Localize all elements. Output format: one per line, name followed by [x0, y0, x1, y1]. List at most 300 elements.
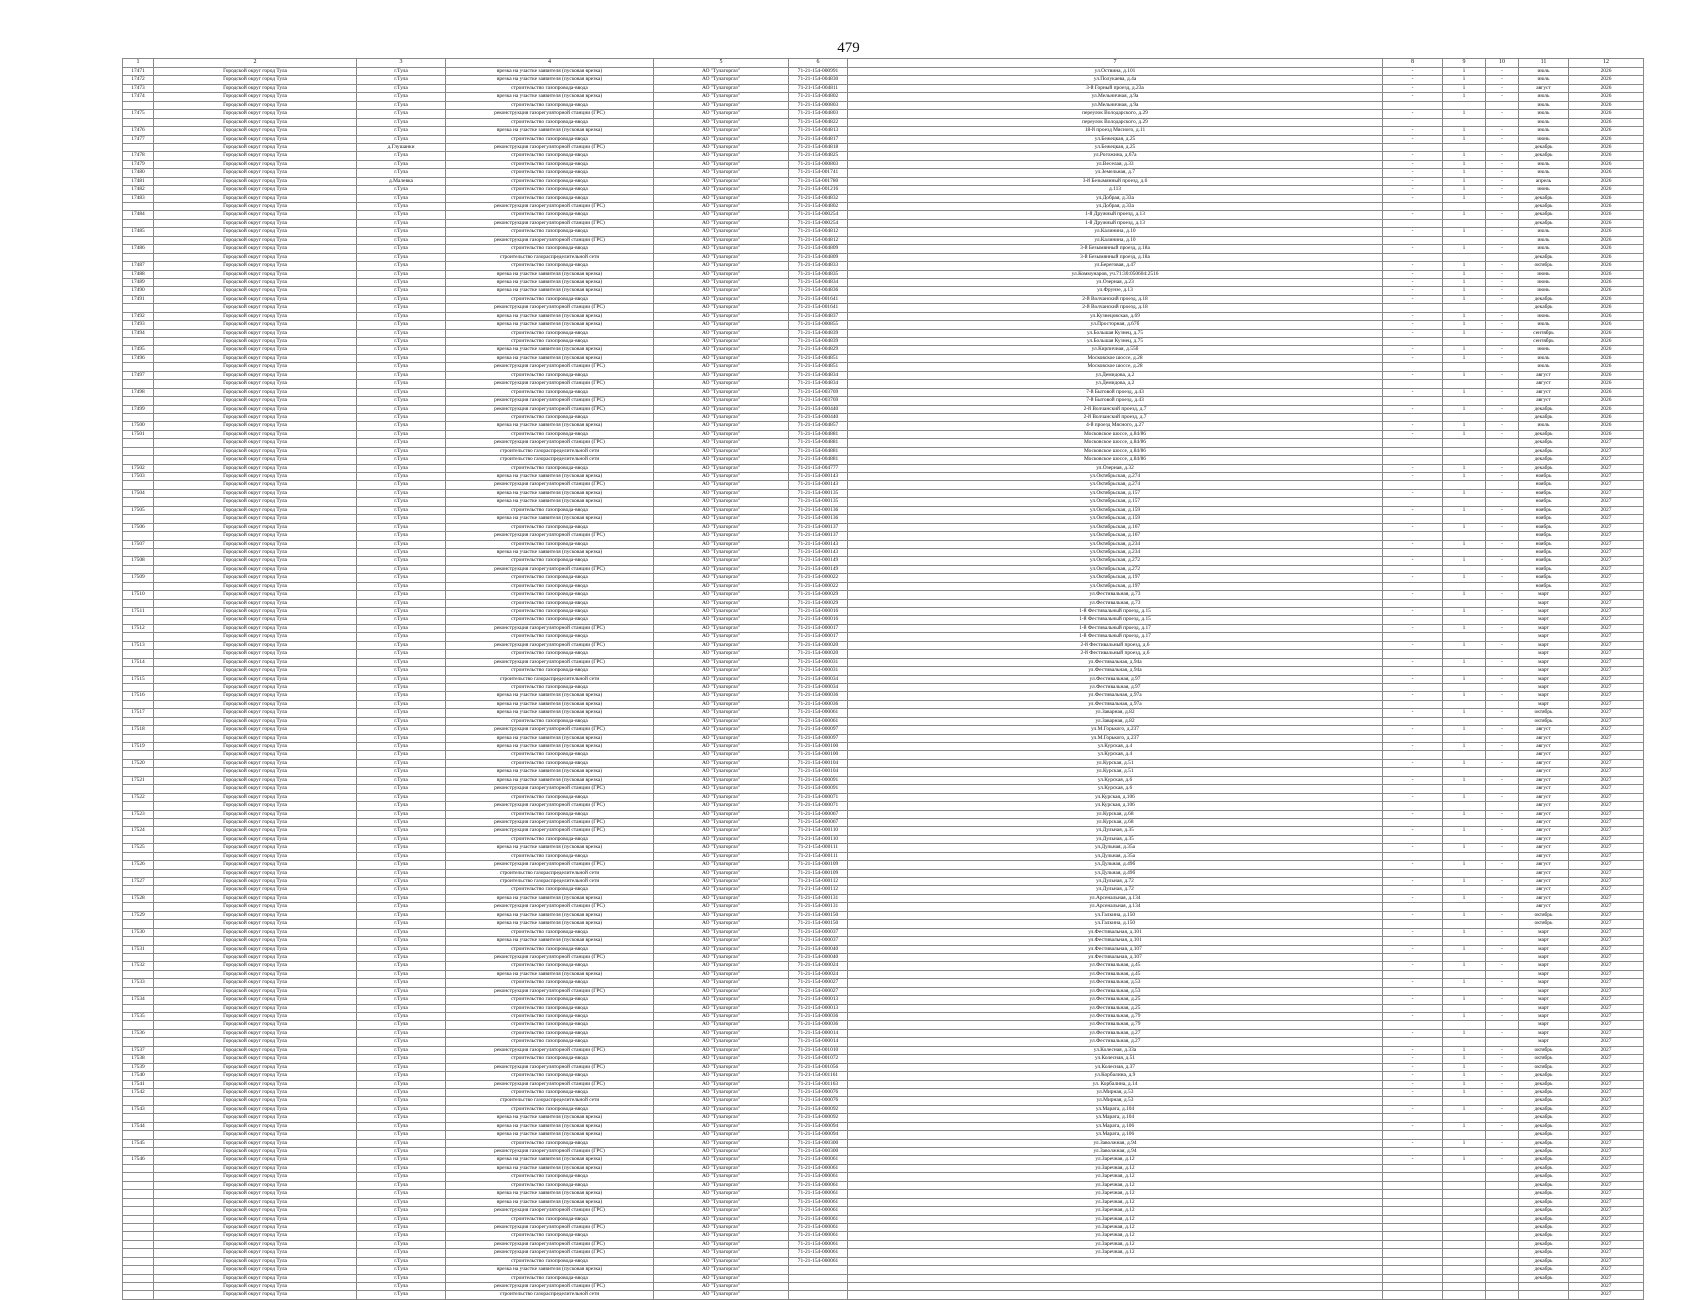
table-cell [848, 1274, 1383, 1282]
table-cell [1486, 650, 1519, 658]
table-cell: г.Тула [357, 194, 446, 202]
table-cell: 71-21-154-000143 [789, 473, 848, 481]
table-cell: Городской округ город Тула [154, 903, 357, 911]
table-cell [123, 413, 154, 421]
table-cell: ул.Курская, д.4 [848, 743, 1383, 751]
table-cell [1383, 1291, 1443, 1299]
table-cell: Городской округ город Тула [154, 574, 357, 582]
table-cell: строительство газопровода-ввода [446, 1029, 654, 1037]
table-cell: ноябрь [1519, 498, 1569, 506]
table-cell: 71-21-154-001163 [789, 1080, 848, 1088]
table-cell [123, 1223, 154, 1231]
table-cell: г.Тула [357, 692, 446, 700]
table-cell: АО "Тулагоргаз" [654, 1046, 789, 1054]
table-cell: 1 [1443, 186, 1486, 194]
table-cell [1486, 953, 1519, 961]
table-cell: Городской округ город Тула [154, 1114, 357, 1122]
table-cell: 71-21-154-000016 [789, 608, 848, 616]
table-cell: г.Тула [357, 624, 446, 632]
table-cell: 2026 [1569, 354, 1644, 362]
table-cell: 71-21-154-000803 [789, 160, 848, 168]
table-cell: АО "Тулагоргаз" [654, 506, 789, 514]
table-cell: АО "Тулагоргаз" [654, 363, 789, 371]
table-cell: Городской округ город Тула [154, 287, 357, 295]
table-cell: 71-21-154-000300 [789, 1139, 848, 1147]
table-cell: 71-21-154-000061 [789, 1207, 848, 1215]
table-cell [1443, 1181, 1486, 1189]
table-cell: декабрь [1519, 304, 1569, 312]
table-cell: реконструкция газорегуляторной станции (ГРС) [446, 953, 654, 961]
table-cell: Городской округ город Тула [154, 245, 357, 253]
table-cell: 1 [1443, 84, 1486, 92]
table-cell: 2027 [1569, 869, 1644, 877]
table-cell: 71-21-154-000061 [789, 1249, 848, 1257]
table-cell [1383, 203, 1443, 211]
table-cell: 1 [1443, 574, 1486, 582]
table-cell: декабрь [1519, 143, 1569, 151]
table-row [123, 894, 1644, 902]
table-cell [1443, 852, 1486, 860]
table-cell: ул.Марата, д.106 [848, 1122, 1383, 1130]
table-cell: строительство газопровода-ввода [446, 245, 654, 253]
table-cell: АО "Тулагоргаз" [654, 1190, 789, 1198]
table-cell: строительство газопровода-ввода [446, 608, 654, 616]
table-row [123, 1291, 1644, 1299]
table-cell: реконструкция газорегуляторной станции (ГРС) [446, 481, 654, 489]
table-row [123, 177, 1644, 185]
table-row [123, 186, 1644, 194]
table-cell [1443, 987, 1486, 995]
table-cell: АО "Тулагоргаз" [654, 1291, 789, 1299]
table-cell: июль [1519, 422, 1569, 430]
table-cell: ул.Фестивальная, д.45 [848, 962, 1383, 970]
table-cell: 17489 [123, 278, 154, 286]
table-cell: 2026 [1569, 228, 1644, 236]
table-cell: 71-21-154-000092 [789, 1105, 848, 1113]
table-cell: 71-21-154-000034 [789, 675, 848, 683]
table-cell: - [1486, 1139, 1519, 1147]
table-cell: март [1519, 987, 1569, 995]
table-cell: реконструкция газорегуляторной станции (ГРС) [446, 380, 654, 388]
table-cell: ул.Мельничная, д.9а [848, 101, 1383, 109]
table-cell: - [1486, 793, 1519, 801]
table-cell: 2027 [1569, 1131, 1644, 1139]
table-row [123, 835, 1644, 843]
table-body [123, 68, 1644, 1300]
table-cell [123, 338, 154, 346]
table-cell: Городской округ город Тула [154, 1291, 357, 1299]
table-cell: - [1383, 489, 1443, 497]
table-cell [1443, 633, 1486, 641]
table-cell: Городской округ город Тула [154, 1173, 357, 1181]
table-cell: ул.Фестивальная, д.107 [848, 953, 1383, 961]
table-cell: 71-21-154-000855 [789, 321, 848, 329]
table-cell: АО "Тулагоргаз" [654, 68, 789, 76]
table-cell: строительство газораспределительной сети [446, 1097, 654, 1105]
table-cell: 1 [1443, 422, 1486, 430]
table-cell: г.Тула [357, 1291, 446, 1299]
table-cell: врезка на участке заявителя (пусковая врезка) [446, 970, 654, 978]
table-cell: АО "Тулагоргаз" [654, 447, 789, 455]
table-row [123, 1240, 1644, 1248]
table-cell [123, 1274, 154, 1282]
table-row [123, 278, 1644, 286]
table-cell: г.Тула [357, 557, 446, 565]
table-cell: ул.Колесная, д.33а [848, 1046, 1383, 1054]
table-cell: 2-й Фестивальный проезд, д.6 [848, 641, 1383, 649]
table-cell: г.Тула [357, 743, 446, 751]
table-cell: реконструкция газорегуляторной станции (ГРС) [446, 532, 654, 540]
table-cell [1443, 1257, 1486, 1265]
table-cell: Московское шоссе, д.84/86 [848, 430, 1383, 438]
table-cell: г.Тула [357, 987, 446, 995]
table-cell [1383, 987, 1443, 995]
table-cell: 71-21-154-000029 [789, 599, 848, 607]
table-cell [123, 717, 154, 725]
table-cell [789, 1283, 848, 1291]
table-cell: г.Тула [357, 886, 446, 894]
table-cell [1383, 253, 1443, 261]
table-cell: АО "Тулагоргаз" [654, 422, 789, 430]
table-cell [1486, 1215, 1519, 1223]
table-cell: строительство газопровода-ввода [446, 852, 654, 860]
table-cell: АО "Тулагоргаз" [654, 743, 789, 751]
table-cell: - [1383, 979, 1443, 987]
table-row [123, 878, 1644, 886]
table-cell: 71-21-154-000149 [789, 565, 848, 573]
table-cell: Городской округ город Тула [154, 1198, 357, 1206]
table-cell: Городской округ город Тула [154, 363, 357, 371]
table-cell: Городской округ город Тула [154, 397, 357, 405]
table-cell [1443, 456, 1486, 464]
table-cell: 71-21-154-000031 [789, 667, 848, 675]
table-row [123, 1164, 1644, 1172]
table-cell: АО "Тулагоргаз" [654, 751, 789, 759]
table-cell: строительство газопровода-ввода [446, 582, 654, 590]
table-row [123, 312, 1644, 320]
table-cell: сентябрь [1519, 338, 1569, 346]
table-cell: Городской округ город Тула [154, 321, 357, 329]
table-cell [123, 481, 154, 489]
table-cell [123, 1173, 154, 1181]
table-cell [1486, 633, 1519, 641]
table-cell [1486, 1232, 1519, 1240]
table-cell: реконструкция газорегуляторной станции (ГРС) [446, 110, 654, 118]
table-cell: г.Тула [357, 709, 446, 717]
table-cell: Городской округ город Тула [154, 1055, 357, 1063]
table-cell: - [1383, 641, 1443, 649]
table-cell: АО "Тулагоргаз" [654, 1148, 789, 1156]
table-cell: - [1383, 127, 1443, 135]
table-row [123, 683, 1644, 691]
table-cell: 2026 [1569, 76, 1644, 84]
table-cell: строительство газопровода-ввода [446, 413, 654, 421]
table-cell: ул.Фестивальная, д.27 [848, 1029, 1383, 1037]
table-cell: 17490 [123, 287, 154, 295]
table-row [123, 447, 1644, 455]
table-cell: 17494 [123, 329, 154, 337]
table-cell: г.Тула [357, 422, 446, 430]
table-cell: Городской округ город Тула [154, 270, 357, 278]
table-cell: 17524 [123, 827, 154, 835]
table-cell: ул.Большая Кузнец, д.75 [848, 338, 1383, 346]
table-cell [1486, 1173, 1519, 1181]
table-cell: - [1486, 641, 1519, 649]
table-cell: ул.Дульная, д.35 [848, 827, 1383, 835]
table-cell: Городской округ город Тула [154, 143, 357, 151]
table-cell: ноябрь [1519, 548, 1569, 556]
table-cell: г.Тула [357, 641, 446, 649]
table-cell: АО "Тулагоргаз" [654, 253, 789, 261]
table-cell: 71-21-154-000094 [789, 1131, 848, 1139]
table-cell: 71-21-154-004857 [789, 422, 848, 430]
table-cell: АО "Тулагоргаз" [654, 616, 789, 624]
table-cell: ул.Демидова, д.2 [848, 380, 1383, 388]
table-row [123, 295, 1644, 303]
table-cell: март [1519, 624, 1569, 632]
table-cell: ул.Курская, д.68 [848, 810, 1383, 818]
table-cell: - [1383, 759, 1443, 767]
table-cell [1486, 118, 1519, 126]
table-cell: 71-21-154-003769 [789, 388, 848, 396]
table-cell: врезка на участке заявителя (пусковая врезка) [446, 346, 654, 354]
table-cell: август [1519, 878, 1569, 886]
table-cell [1443, 683, 1486, 691]
table-cell [123, 734, 154, 742]
table-cell: ул.Октябрьская, д.197 [848, 582, 1383, 590]
table-cell: - [1383, 878, 1443, 886]
table-cell: - [1383, 287, 1443, 295]
table-cell: ул.Октябрьская, д.274 [848, 481, 1383, 489]
table-cell: 71-21-154-004881 [789, 430, 848, 438]
table-cell [1383, 1215, 1443, 1223]
table-cell: 2026 [1569, 143, 1644, 151]
table-cell: 17491 [123, 295, 154, 303]
table-cell: Городской округ город Тула [154, 1257, 357, 1265]
table-row [123, 84, 1644, 92]
table-cell: март [1519, 945, 1569, 953]
table-cell: ул.Бежецкая, д.25 [848, 143, 1383, 151]
table-cell [1383, 363, 1443, 371]
table-cell [1383, 768, 1443, 776]
table-cell: 71-21-154-000022 [789, 574, 848, 582]
table-cell [1383, 413, 1443, 421]
table-cell: март [1519, 970, 1569, 978]
table-cell [1383, 236, 1443, 244]
table-cell [1443, 667, 1486, 675]
table-cell: г.Тула [357, 1046, 446, 1054]
table-cell [1486, 236, 1519, 244]
table-cell [123, 869, 154, 877]
table-cell: г.Тула [357, 93, 446, 101]
table-cell [123, 1198, 154, 1206]
table-cell: Городской округ город Тула [154, 380, 357, 388]
table-cell [1383, 1283, 1443, 1291]
table-cell: декабрь [1519, 1274, 1569, 1282]
table-cell [1383, 1148, 1443, 1156]
table-cell: 71-21-154-000029 [789, 591, 848, 599]
table-cell: строительство газопровода-ввода [446, 464, 654, 472]
table-cell: строительство газопровода-ввода [446, 430, 654, 438]
table-cell: - [1486, 321, 1519, 329]
table-cell: 2027 [1569, 591, 1644, 599]
table-cell: ул.Дульная, д.49б [848, 861, 1383, 869]
table-cell: Городской округ город Тула [154, 751, 357, 759]
table-cell: - [1383, 1122, 1443, 1130]
table-cell: г.Тула [357, 810, 446, 818]
table-cell: - [1383, 658, 1443, 666]
table-cell: ул.Фестивальная, д.25 [848, 996, 1383, 1004]
table-cell: Городской округ город Тула [154, 76, 357, 84]
table-cell [1443, 1274, 1486, 1282]
table-cell: г.Тула [357, 1139, 446, 1147]
table-row [123, 397, 1644, 405]
table-cell [123, 447, 154, 455]
table-row [123, 1131, 1644, 1139]
table-cell: АО "Тулагоргаз" [654, 574, 789, 582]
table-cell: ул.Заречная, д.12 [848, 1232, 1383, 1240]
table-cell: АО "Тулагоргаз" [654, 987, 789, 995]
table-cell: Городской округ город Тула [154, 979, 357, 987]
table-cell: 2026 [1569, 219, 1644, 227]
table-cell [1486, 785, 1519, 793]
table-cell: г.Тула [357, 1088, 446, 1096]
table-cell: 17527 [123, 878, 154, 886]
table-row [123, 827, 1644, 835]
table-cell [1443, 413, 1486, 421]
table-cell: 1 [1443, 76, 1486, 84]
table-cell: 1 [1443, 473, 1486, 481]
table-cell [1486, 219, 1519, 227]
table-cell: врезка на участке заявителя (пусковая врезка) [446, 354, 654, 362]
table-cell: 71-21-154-000112 [789, 886, 848, 894]
table-cell: 1 [1443, 354, 1486, 362]
table-row [123, 1148, 1644, 1156]
table-cell: 2027 [1569, 709, 1644, 717]
table-row [123, 1021, 1644, 1029]
table-cell: Городской округ город Тула [154, 785, 357, 793]
table-row [123, 304, 1644, 312]
table-cell: АО "Тулагоргаз" [654, 776, 789, 784]
table-cell: июль [1519, 101, 1569, 109]
table-row [123, 456, 1644, 464]
table-cell [1383, 835, 1443, 843]
table-cell: - [1486, 68, 1519, 76]
table-cell: г.Тула [357, 1004, 446, 1012]
table-cell: июнь [1519, 186, 1569, 194]
table-cell: 71-21-154-000040 [789, 945, 848, 953]
table-cell: врезка на участке заявителя (пусковая врезка) [446, 1156, 654, 1164]
table-cell [1486, 338, 1519, 346]
table-cell: Городской округ город Тула [154, 869, 357, 877]
table-cell [123, 768, 154, 776]
table-cell: 71-21-154-000100 [789, 751, 848, 759]
table-cell: - [1486, 608, 1519, 616]
table-cell: АО "Тулагоргаз" [654, 1139, 789, 1147]
table-cell: - [1486, 228, 1519, 236]
table-cell: 2027 [1569, 962, 1644, 970]
table-cell: АО "Тулагоргаз" [654, 970, 789, 978]
table-row [123, 143, 1644, 151]
table-cell: АО "Тулагоргаз" [654, 650, 789, 658]
table-row [123, 1232, 1644, 1240]
table-cell: 17500 [123, 422, 154, 430]
table-cell [1486, 717, 1519, 725]
table-cell: реконструкция газорегуляторной станции (ГРС) [446, 1223, 654, 1231]
column-header: 12 [1569, 59, 1644, 68]
table-cell: строительство газораспределительной сети [446, 253, 654, 261]
table-cell: АО "Тулагоргаз" [654, 1105, 789, 1113]
table-cell: строительство газораспределительной сети [446, 1291, 654, 1299]
table-row [123, 169, 1644, 177]
table-cell: 2026 [1569, 405, 1644, 413]
table-cell: 1 [1443, 295, 1486, 303]
table-cell [1383, 970, 1443, 978]
table-cell: г.Тула [357, 1055, 446, 1063]
table-cell [123, 101, 154, 109]
table-row [123, 380, 1644, 388]
table-cell: 71-21-154-000143 [789, 540, 848, 548]
table-cell [1486, 363, 1519, 371]
table-cell: Городской округ город Тула [154, 1232, 357, 1240]
table-cell: Городской округ город Тула [154, 152, 357, 160]
table-cell: врезка на участке заявителя (пусковая врезка) [446, 270, 654, 278]
table-row [123, 413, 1644, 421]
table-cell: 2027 [1569, 641, 1644, 649]
table-cell: октябрь [1519, 1055, 1569, 1063]
table-cell: ул.Дульная, д.35 [848, 835, 1383, 843]
table-cell: ул.Октябрьская, д.274 [848, 473, 1383, 481]
table-cell: АО "Тулагоргаз" [654, 608, 789, 616]
table-cell: АО "Тулагоргаз" [654, 1055, 789, 1063]
table-cell [1383, 219, 1443, 227]
table-row [123, 1181, 1644, 1189]
table-cell [1443, 397, 1486, 405]
table-row [123, 211, 1644, 219]
table-cell: 17506 [123, 523, 154, 531]
table-cell: ул.Курская, д.68 [848, 818, 1383, 826]
table-cell: - [1486, 388, 1519, 396]
table-row [123, 127, 1644, 135]
table-cell: 17514 [123, 658, 154, 666]
table-cell [1443, 802, 1486, 810]
table-cell: ул.Курская, д.51 [848, 759, 1383, 767]
table-row [123, 498, 1644, 506]
table-cell: 2027 [1569, 996, 1644, 1004]
table-cell: 2026 [1569, 245, 1644, 253]
table-cell: строительство газопровода-ввода [446, 1181, 654, 1189]
table-cell: 1-й Дружный проезд, д.13 [848, 219, 1383, 227]
table-cell: декабрь [1519, 203, 1569, 211]
table-cell: 2027 [1569, 692, 1644, 700]
table-row [123, 194, 1644, 202]
table-cell: врезка на участке заявителя (пусковая врезка) [446, 1164, 654, 1172]
table-cell: 2027 [1569, 1223, 1644, 1231]
table-cell: июнь [1519, 278, 1569, 286]
table-cell: 1 [1443, 211, 1486, 219]
table-cell [123, 1148, 154, 1156]
table-cell: 71-21-154-004837 [789, 312, 848, 320]
table-cell: Городской округ город Тула [154, 1080, 357, 1088]
table-cell: ул.Фестивальная, д.94а [848, 667, 1383, 675]
table-row [123, 321, 1644, 329]
table-cell: 1 [1443, 194, 1486, 202]
table-cell: 1 [1443, 1139, 1486, 1147]
table-cell: 71-21-154-004818 [789, 143, 848, 151]
table-cell: г.Тула [357, 253, 446, 261]
table-cell: г.Тула [357, 1105, 446, 1113]
table-cell: 17538 [123, 1055, 154, 1063]
